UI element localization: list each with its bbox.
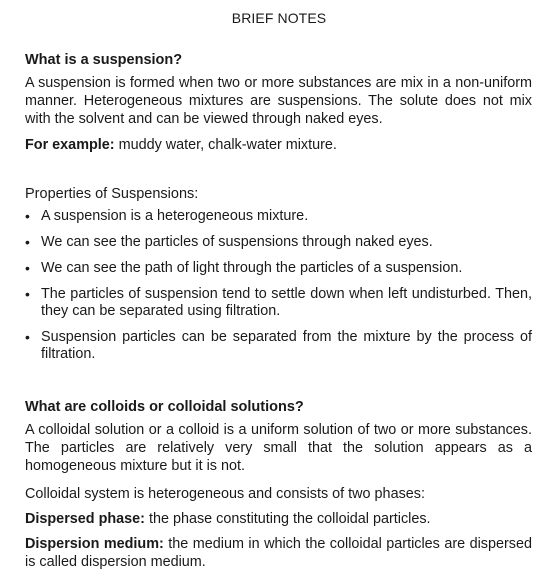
dispersion-medium-desc: the medium in which the colloidal particles are dispersed is called dispersion medium. xyxy=(25,536,532,570)
dispersion-medium-label: Dispersion medium: xyxy=(25,536,164,552)
dispersed-phase-desc: the phase constituting the colloidal particles. xyxy=(144,511,431,527)
suspension-paragraph: A suspension is formed when two or more substances are mix in a non-uniform manner. Heterogeneous mixtures are suspensions. The solute does not mix with the solvent and can be viewed through naked eyes. xyxy=(25,75,532,127)
colloids-heading: What are colloids or colloidal solutions? xyxy=(25,399,304,415)
page-title: BRIEF NOTES xyxy=(231,10,327,26)
list-item-text: We can see the path of light through the particles of a suspension. xyxy=(41,260,463,276)
list-item xyxy=(25,329,532,363)
list-item-text: We can see the particles of suspensions through naked eyes. xyxy=(41,234,433,250)
bullet-icon: • xyxy=(25,234,30,250)
colloidal-system-text: Colloidal system is heterogeneous and consists of two phases: xyxy=(25,486,425,502)
suspension-example xyxy=(25,136,532,154)
example-text: muddy water, chalk-water mixture. xyxy=(114,137,337,153)
list-item xyxy=(25,208,532,225)
bullet-icon: • xyxy=(25,208,30,224)
dispersed-phase-label: Dispersed phase: xyxy=(25,511,145,527)
colloids-paragraph: A colloidal solution or a colloid is a uniform solution of two or more substances. The particles are relatively very small that the solution appears as a homogeneous mixture but it is not. xyxy=(25,422,532,474)
properties-heading: Properties of Suspensions: xyxy=(25,186,199,202)
list-item-text: The particles of suspension tend to settle down when left undisturbed. Then, they can be separated using filtration. xyxy=(41,286,532,319)
list-item-text: A suspension is a heterogeneous mixture. xyxy=(41,208,309,224)
bullet-icon: • xyxy=(25,329,30,345)
list-item-text: Suspension particles can be separated from the mixture by the process of filtration. xyxy=(41,329,532,362)
suspension-heading: What is a suspension? xyxy=(25,52,183,68)
dispersed-phase-text xyxy=(25,510,532,528)
example-label: For example: xyxy=(25,137,115,153)
bullet-icon: • xyxy=(25,260,30,276)
properties-list xyxy=(25,208,532,372)
bullet-icon: • xyxy=(25,286,30,302)
list-item xyxy=(25,260,532,277)
list-item xyxy=(25,234,532,251)
list-item xyxy=(25,286,532,320)
dispersion-medium-text xyxy=(25,535,532,571)
